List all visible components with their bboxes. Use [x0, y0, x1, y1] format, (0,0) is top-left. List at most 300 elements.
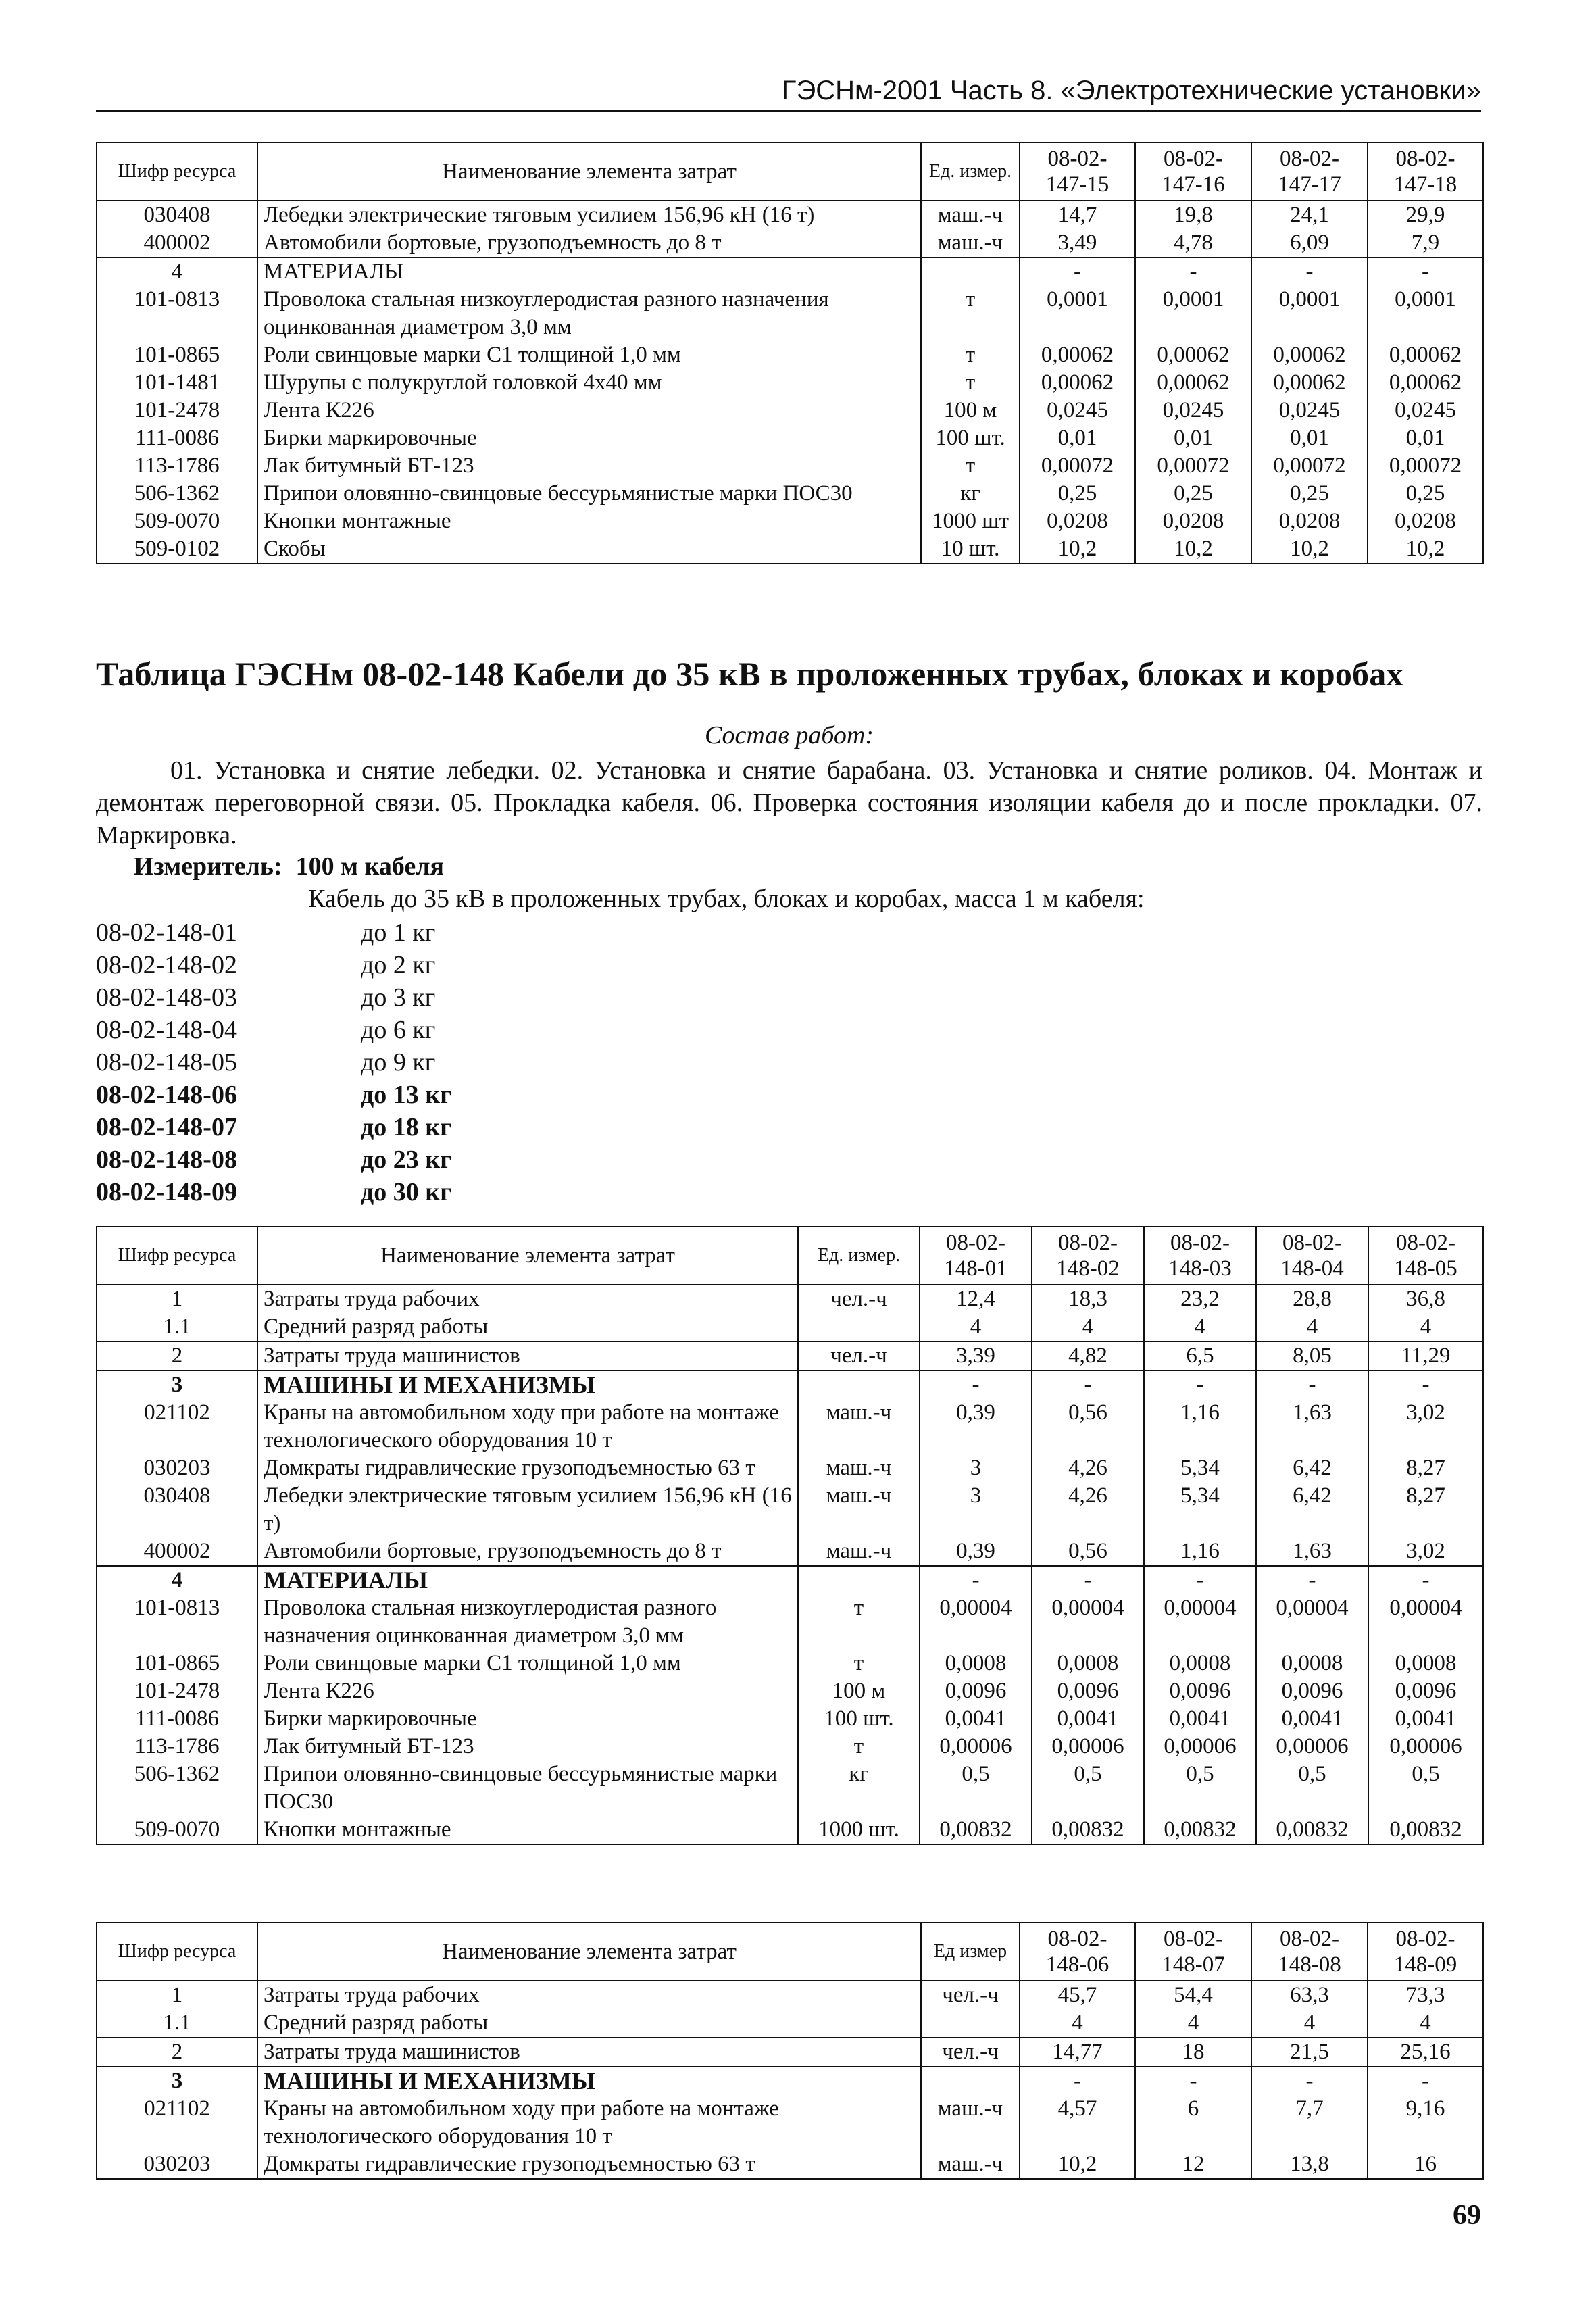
- norm-value: -: [1144, 1371, 1256, 1399]
- resource-code: 113-1786: [97, 452, 257, 480]
- resource-code: 101-1481: [97, 369, 257, 397]
- cost-element-name: Затраты труда машинистов: [257, 2038, 921, 2067]
- norm-value: 0,0096: [1256, 1677, 1368, 1705]
- variant-code: 08-02-148-08: [96, 1146, 237, 1174]
- norm-value: 4: [1020, 2009, 1135, 2038]
- norm-value: 3,49: [1020, 229, 1135, 257]
- resource-code: 1.1: [97, 1313, 257, 1341]
- norm-value: 3,39: [920, 1341, 1032, 1371]
- norm-value: 4: [1256, 1313, 1368, 1341]
- norm-value: 0,0041: [1256, 1705, 1368, 1733]
- norm-value: 63,3: [1251, 1981, 1368, 2009]
- norm-value: 11,29: [1368, 1341, 1483, 1371]
- cost-element-name: МАТЕРИАЛЫ: [257, 1566, 798, 1594]
- unit-of-measure: [921, 2067, 1020, 2095]
- resource-code: 113-1786: [97, 1733, 257, 1761]
- unit-of-measure: маш.-ч: [921, 2095, 1020, 2150]
- norm-value: 0,0096: [920, 1677, 1032, 1705]
- cost-element-name: Средний разряд работы: [257, 2009, 921, 2038]
- column-header: Наименование элемента затрат: [257, 1923, 921, 1981]
- norm-value: 6,42: [1256, 1482, 1368, 1537]
- unit-of-measure: маш.-ч: [921, 2150, 1020, 2179]
- cost-element-name: Затраты труда машинистов: [257, 1341, 798, 1371]
- unit-of-measure: маш.-ч: [921, 201, 1020, 229]
- table-row: [97, 341, 1483, 369]
- column-header: 08-02- 148-03: [1144, 1227, 1256, 1285]
- column-header: Наименование элемента затрат: [257, 1227, 798, 1285]
- table-row: [97, 257, 1483, 286]
- variant-description: до 18 кг: [361, 1113, 452, 1141]
- norm-value: 0,00072: [1368, 452, 1483, 480]
- norm-value: 29,9: [1368, 201, 1483, 229]
- unit-of-measure: чел.-ч: [798, 1285, 920, 1313]
- norm-value: 4: [1135, 2009, 1251, 2038]
- norm-value: 0,00004: [1032, 1594, 1144, 1650]
- norm-value: -: [1032, 1566, 1144, 1594]
- norm-value: 4: [920, 1313, 1032, 1341]
- cost-element-name: МАТЕРИАЛЫ: [257, 257, 921, 286]
- norm-value: 0,56: [1032, 1537, 1144, 1566]
- resource-code: 111-0086: [97, 1705, 257, 1733]
- norm-value: -: [1251, 257, 1368, 286]
- norm-value: 0,0245: [1135, 397, 1251, 424]
- norm-value: 1,63: [1256, 1399, 1368, 1454]
- norm-value: 0,0041: [920, 1705, 1032, 1733]
- norm-value: -: [1256, 1566, 1368, 1594]
- unit-of-measure: т: [921, 452, 1020, 480]
- unit-of-measure: чел.-ч: [921, 1981, 1020, 2009]
- column-header: Шифр ресурса: [97, 1923, 257, 1981]
- norm-value: 0,0245: [1251, 397, 1368, 424]
- variant-code: 08-02-148-03: [96, 983, 237, 1012]
- norm-value: 0,00062: [1135, 369, 1251, 397]
- variant-item: [96, 1046, 451, 1079]
- norm-value: 0,00004: [920, 1594, 1032, 1650]
- norm-value: 6,42: [1256, 1454, 1368, 1482]
- cost-element-name: Домкраты гидравлические грузоподъемностью 63 т: [257, 2150, 921, 2179]
- resource-code: 030203: [97, 2150, 257, 2179]
- cost-element-name: Кнопки монтажные: [257, 508, 921, 535]
- norm-value: 0,0245: [1368, 397, 1483, 424]
- norm-value: -: [1368, 2067, 1483, 2095]
- norm-value: 5,34: [1144, 1482, 1256, 1537]
- norm-value: 25,16: [1368, 2038, 1483, 2067]
- table-row: [97, 2067, 1483, 2095]
- norm-value: 0,00832: [1256, 1816, 1368, 1844]
- table-row: [97, 2009, 1483, 2038]
- norm-value: -: [1368, 1371, 1483, 1399]
- column-header: 08-02- 148-05: [1368, 1227, 1483, 1285]
- norm-value: 5,34: [1144, 1454, 1256, 1482]
- norm-value: 4,26: [1032, 1482, 1144, 1537]
- norm-value: 4,78: [1135, 229, 1251, 257]
- variant-code: 08-02-148-06: [96, 1081, 237, 1109]
- norm-value: 0,01: [1368, 424, 1483, 452]
- unit-of-measure: кг: [921, 480, 1020, 508]
- cost-element-name: Скобы: [257, 535, 921, 564]
- table-row: [97, 1341, 1483, 1371]
- norm-value: 10,2: [1368, 535, 1483, 564]
- resource-code: 400002: [97, 229, 257, 257]
- norm-value: 0,0096: [1032, 1677, 1144, 1705]
- norm-value: 10,2: [1020, 2150, 1135, 2179]
- table-header-row: [97, 143, 1483, 201]
- resource-code: 509-0070: [97, 1816, 257, 1844]
- unit-of-measure: т: [921, 286, 1020, 341]
- table-row: [97, 1733, 1483, 1761]
- meter-label: Измеритель:: [134, 852, 282, 881]
- variant-item: [96, 1014, 451, 1046]
- resource-code: 101-2478: [97, 397, 257, 424]
- unit-of-measure: маш.-ч: [798, 1454, 920, 1482]
- norm-value: 0,5: [920, 1761, 1032, 1816]
- norm-value: -: [920, 1566, 1032, 1594]
- unit-of-measure: 100 м: [921, 397, 1020, 424]
- cost-element-name: Припои оловянно-свинцовые бессурьмянистые марки ПОС30: [257, 480, 921, 508]
- cable-description: Кабель до 35 кВ в проложенных трубах, блоках и коробах, масса 1 м кабеля:: [308, 885, 1145, 913]
- table-row: [97, 452, 1483, 480]
- resource-code: 4: [97, 1566, 257, 1594]
- norm-value: 7,9: [1368, 229, 1483, 257]
- norm-value: 18: [1135, 2038, 1251, 2067]
- unit-of-measure: 100 шт.: [798, 1705, 920, 1733]
- norm-value: 0,00006: [1032, 1733, 1144, 1761]
- resource-code: 2: [97, 2038, 257, 2067]
- norm-value: 0,00832: [1368, 1816, 1483, 1844]
- resource-code: 1: [97, 1285, 257, 1313]
- norm-value: -: [1251, 2067, 1368, 2095]
- table-row: [97, 229, 1483, 257]
- norm-value: 0,0245: [1020, 397, 1135, 424]
- norm-value: 0,01: [1251, 424, 1368, 452]
- norm-value: 0,0008: [1368, 1650, 1483, 1677]
- table-row: [97, 1482, 1483, 1537]
- unit-of-measure: маш.-ч: [798, 1399, 920, 1454]
- cost-element-name: Кнопки монтажные: [257, 1816, 798, 1844]
- column-header: 08-02- 148-09: [1368, 1923, 1483, 1981]
- table-row: [97, 369, 1483, 397]
- resource-code: 101-2478: [97, 1677, 257, 1705]
- norm-value: 0,56: [1032, 1399, 1144, 1454]
- norm-value: 0,00832: [1144, 1816, 1256, 1844]
- norm-value: 10,2: [1251, 535, 1368, 564]
- norm-value: 0,00006: [1368, 1733, 1483, 1761]
- unit-of-measure: т: [921, 369, 1020, 397]
- cost-element-name: Лебедки электрические тяговым усилием 156,96 кН (16 т): [257, 1482, 798, 1537]
- column-header: 08-02- 148-07: [1135, 1923, 1251, 1981]
- unit-of-measure: 100 м: [798, 1677, 920, 1705]
- norm-value: 54,4: [1135, 1981, 1251, 2009]
- table-row: [97, 1650, 1483, 1677]
- resource-code: 1.1: [97, 2009, 257, 2038]
- resource-code: 101-0865: [97, 341, 257, 369]
- norm-value: 0,39: [920, 1537, 1032, 1566]
- cost-element-name: Средний разряд работы: [257, 1313, 798, 1341]
- cost-element-name: Бирки маркировочные: [257, 424, 921, 452]
- table-row: [97, 397, 1483, 424]
- norm-value: 0,01: [1020, 424, 1135, 452]
- unit-of-measure: [921, 257, 1020, 286]
- column-header: 08-02- 148-01: [920, 1227, 1032, 1285]
- variant-item: [96, 949, 451, 981]
- norm-value: 0,00004: [1368, 1594, 1483, 1650]
- unit-of-measure: 100 шт.: [921, 424, 1020, 452]
- norm-value: 8,05: [1256, 1341, 1368, 1371]
- norm-value: 16: [1368, 2150, 1483, 2179]
- table-row: [97, 1285, 1483, 1313]
- unit-of-measure: [798, 1566, 920, 1594]
- norm-value: 0,0008: [1144, 1650, 1256, 1677]
- table-row: [97, 1454, 1483, 1482]
- variant-code: 08-02-148-02: [96, 951, 237, 979]
- norm-value: 0,0208: [1135, 508, 1251, 535]
- table-row: [97, 1761, 1483, 1816]
- resource-code: 1: [97, 1981, 257, 2009]
- norm-value: 0,25: [1135, 480, 1251, 508]
- norm-value: 4,82: [1032, 1341, 1144, 1371]
- norm-value: 4: [1251, 2009, 1368, 2038]
- unit-of-measure: 1000 шт.: [798, 1816, 920, 1844]
- variant-description: до 23 кг: [361, 1146, 452, 1174]
- norm-value: 1,16: [1144, 1399, 1256, 1454]
- column-header: Наименование элемента затрат: [257, 143, 921, 201]
- table-row: [97, 1705, 1483, 1733]
- cost-element-name: Проволока стальная низкоуглеродистая разного назначения оцинкованная диаметром 3,0 мм: [257, 286, 921, 341]
- norm-value: 10,2: [1020, 535, 1135, 564]
- cost-element-name: Краны на автомобильном ходу при работе на монтаже технологического оборудования 10 т: [257, 2095, 921, 2150]
- column-header: Шифр ресурса: [97, 143, 257, 201]
- norm-value: 10,2: [1135, 535, 1251, 564]
- unit-of-measure: маш.-ч: [921, 229, 1020, 257]
- norm-value: 0,0096: [1144, 1677, 1256, 1705]
- norm-value: 0,00004: [1144, 1594, 1256, 1650]
- norm-value: 14,77: [1020, 2038, 1135, 2067]
- unit-of-measure: т: [921, 341, 1020, 369]
- table-row: [97, 1816, 1483, 1844]
- resource-code: 101-0813: [97, 286, 257, 341]
- norm-value: 0,5: [1032, 1761, 1144, 1816]
- norm-value: 8,27: [1368, 1482, 1483, 1537]
- table-row: [97, 2095, 1483, 2150]
- unit-of-measure: т: [798, 1594, 920, 1650]
- norm-value: -: [1020, 257, 1135, 286]
- resource-code: 111-0086: [97, 424, 257, 452]
- norm-value: 0,0208: [1368, 508, 1483, 535]
- column-header: 08-02- 147-17: [1251, 143, 1368, 201]
- column-header: 08-02- 147-18: [1368, 143, 1483, 201]
- norm-value: 0,25: [1020, 480, 1135, 508]
- norm-value: 1,16: [1144, 1537, 1256, 1566]
- variant-description: до 2 кг: [361, 951, 436, 979]
- norm-value: 36,8: [1368, 1285, 1483, 1313]
- resource-code: 2: [97, 1341, 257, 1371]
- resource-code: 021102: [97, 1399, 257, 1454]
- cost-element-name: Лента К226: [257, 397, 921, 424]
- column-header: 08-02- 148-08: [1251, 1923, 1368, 1981]
- meter-value: 100 м кабеля: [295, 852, 445, 881]
- norm-value: 0,01: [1135, 424, 1251, 452]
- norm-value: 4: [1032, 1313, 1144, 1341]
- column-header: 08-02- 148-06: [1020, 1923, 1135, 1981]
- norm-value: 0,0001: [1135, 286, 1251, 341]
- norm-value: 73,3: [1368, 1981, 1483, 2009]
- norm-value: 0,5: [1368, 1761, 1483, 1816]
- variant-description: до 9 кг: [361, 1048, 436, 1077]
- table-row: [97, 2150, 1483, 2179]
- variant-description: до 6 кг: [361, 1016, 436, 1044]
- cost-element-name: МАШИНЫ И МЕХАНИЗМЫ: [257, 1371, 798, 1399]
- table-row: [97, 535, 1483, 564]
- norm-value: 0,00062: [1368, 341, 1483, 369]
- variant-code: 08-02-148-01: [96, 918, 237, 947]
- resource-code: 509-0102: [97, 535, 257, 564]
- unit-of-measure: чел.-ч: [798, 1341, 920, 1371]
- column-header: Ед измер: [921, 1923, 1020, 1981]
- resource-code: 101-0865: [97, 1650, 257, 1677]
- norm-value: 12,4: [920, 1285, 1032, 1313]
- norm-value: 13,8: [1251, 2150, 1368, 2179]
- norm-value: 0,00062: [1251, 369, 1368, 397]
- norm-value: 4: [1368, 1313, 1483, 1341]
- norm-value: 8,27: [1368, 1454, 1483, 1482]
- norm-value: 3: [920, 1454, 1032, 1482]
- unit-of-measure: маш.-ч: [798, 1537, 920, 1566]
- norm-value: 28,8: [1256, 1285, 1368, 1313]
- variant-code: 08-02-148-04: [96, 1016, 237, 1044]
- unit-of-measure: чел.-ч: [921, 2038, 1020, 2067]
- norm-value: 0,0096: [1368, 1677, 1483, 1705]
- norm-value: 23,2: [1144, 1285, 1256, 1313]
- cost-element-name: Лак битумный БТ-123: [257, 1733, 798, 1761]
- norm-value: 9,16: [1368, 2095, 1483, 2150]
- variant-code: 08-02-148-09: [96, 1178, 237, 1206]
- table-header-row: [97, 1227, 1483, 1285]
- cost-element-name: Роли свинцовые марки С1 толщиной 1,0 мм: [257, 1650, 798, 1677]
- norm-value: 4,57: [1020, 2095, 1135, 2150]
- resource-table-148-part1: [96, 1226, 1484, 1845]
- composition-text: 01. Установка и снятие лебедки. 02. Установка и снятие барабана. 03. Установка и снятие роликов. 04. Монтаж и демонтаж переговорной связи. 05. Прокладка кабеля. 06. Проверка состояния изоляции кабеля до и после прокладки. 07. Маркировка.: [96, 756, 1482, 850]
- variant-item: [96, 1176, 451, 1208]
- unit-of-measure: [798, 1313, 920, 1341]
- column-header: 08-02- 147-16: [1135, 143, 1251, 201]
- norm-value: 0,0208: [1251, 508, 1368, 535]
- unit-of-measure: т: [798, 1650, 920, 1677]
- norm-value: 3,02: [1368, 1399, 1483, 1454]
- table-row: [97, 480, 1483, 508]
- cost-element-name: Проволока стальная низкоуглеродистая разного назначения оцинкованная диаметром 3,0 мм: [257, 1594, 798, 1650]
- table-header-row: [97, 1923, 1483, 1981]
- unit-of-measure: т: [798, 1733, 920, 1761]
- unit-of-measure: 1000 шт: [921, 508, 1020, 535]
- norm-value: 4: [1144, 1313, 1256, 1341]
- table-row: [97, 201, 1483, 229]
- norm-value: -: [1020, 2067, 1135, 2095]
- variant-list: [96, 916, 451, 1208]
- variant-code: 08-02-148-05: [96, 1048, 237, 1077]
- unit-of-measure: [798, 1371, 920, 1399]
- variant-description: до 1 кг: [361, 918, 436, 947]
- variant-item: [96, 981, 451, 1014]
- cost-element-name: Лента К226: [257, 1677, 798, 1705]
- variant-code: 08-02-148-07: [96, 1113, 237, 1141]
- norm-value: -: [1135, 2067, 1251, 2095]
- norm-value: 0,00072: [1251, 452, 1368, 480]
- table-row: [97, 424, 1483, 452]
- norm-value: 14,7: [1020, 201, 1135, 229]
- cost-element-name: Автомобили бортовые, грузоподъемность до 8 т: [257, 1537, 798, 1566]
- cost-element-name: Затраты труда рабочих: [257, 1285, 798, 1313]
- norm-value: -: [1032, 1371, 1144, 1399]
- norm-value: 6,09: [1251, 229, 1368, 257]
- norm-value: 0,0008: [1032, 1650, 1144, 1677]
- norm-value: 45,7: [1020, 1981, 1135, 2009]
- table-row: [97, 1981, 1483, 2009]
- cost-element-name: Автомобили бортовые, грузоподъемность до 8 т: [257, 229, 921, 257]
- table-row: [97, 1677, 1483, 1705]
- table-row: [97, 1371, 1483, 1399]
- resource-code: 021102: [97, 2095, 257, 2150]
- norm-value: 6,5: [1144, 1341, 1256, 1371]
- unit-of-measure: [921, 2009, 1020, 2038]
- norm-value: 0,00832: [1032, 1816, 1144, 1844]
- norm-value: 0,0001: [1251, 286, 1368, 341]
- resource-code: 4: [97, 257, 257, 286]
- column-header: Ед. измер.: [798, 1227, 920, 1285]
- cost-element-name: Лебедки электрические тяговым усилием 156,96 кН (16 т): [257, 201, 921, 229]
- cost-element-name: Затраты труда рабочих: [257, 1981, 921, 2009]
- norm-value: 0,00062: [1368, 369, 1483, 397]
- table-title: Таблица ГЭСНм 08-02-148 Кабели до 35 кВ в проложенных трубах, блоках и коробах: [96, 655, 1403, 693]
- norm-value: 0,0041: [1144, 1705, 1256, 1733]
- variant-item: [96, 1111, 451, 1143]
- norm-value: -: [1144, 1566, 1256, 1594]
- norm-value: 0,00006: [1256, 1733, 1368, 1761]
- variant-item: [96, 1143, 451, 1176]
- cost-element-name: Лак битумный БТ-123: [257, 452, 921, 480]
- cost-element-name: Роли свинцовые марки С1 толщиной 1,0 мм: [257, 341, 921, 369]
- table-row: [97, 1399, 1483, 1454]
- norm-value: 0,00006: [920, 1733, 1032, 1761]
- variant-item: [96, 1079, 451, 1111]
- norm-value: 0,0008: [1256, 1650, 1368, 1677]
- resource-code: 506-1362: [97, 480, 257, 508]
- resource-code: 3: [97, 2067, 257, 2095]
- norm-value: 0,25: [1368, 480, 1483, 508]
- norm-value: 6: [1135, 2095, 1251, 2150]
- variant-description: до 3 кг: [361, 983, 436, 1012]
- table-row: [97, 286, 1483, 341]
- resource-code: 030408: [97, 1482, 257, 1537]
- norm-value: 0,00832: [920, 1816, 1032, 1844]
- norm-value: -: [1368, 257, 1483, 286]
- norm-value: -: [1368, 1566, 1483, 1594]
- norm-value: 0,5: [1144, 1761, 1256, 1816]
- resource-code: 400002: [97, 1537, 257, 1566]
- resource-table-147: [96, 142, 1484, 564]
- column-header: Ед. измер.: [921, 143, 1020, 201]
- norm-value: 0,00006: [1144, 1733, 1256, 1761]
- table-row: [97, 2038, 1483, 2067]
- norm-value: 0,0041: [1368, 1705, 1483, 1733]
- norm-value: 0,39: [920, 1399, 1032, 1454]
- norm-value: 0,0008: [920, 1650, 1032, 1677]
- column-header: Шифр ресурса: [97, 1227, 257, 1285]
- norm-value: 1,63: [1256, 1537, 1368, 1566]
- norm-value: 4: [1368, 2009, 1483, 2038]
- norm-value: -: [1135, 257, 1251, 286]
- norm-value: 4,26: [1032, 1454, 1144, 1482]
- norm-value: 12: [1135, 2150, 1251, 2179]
